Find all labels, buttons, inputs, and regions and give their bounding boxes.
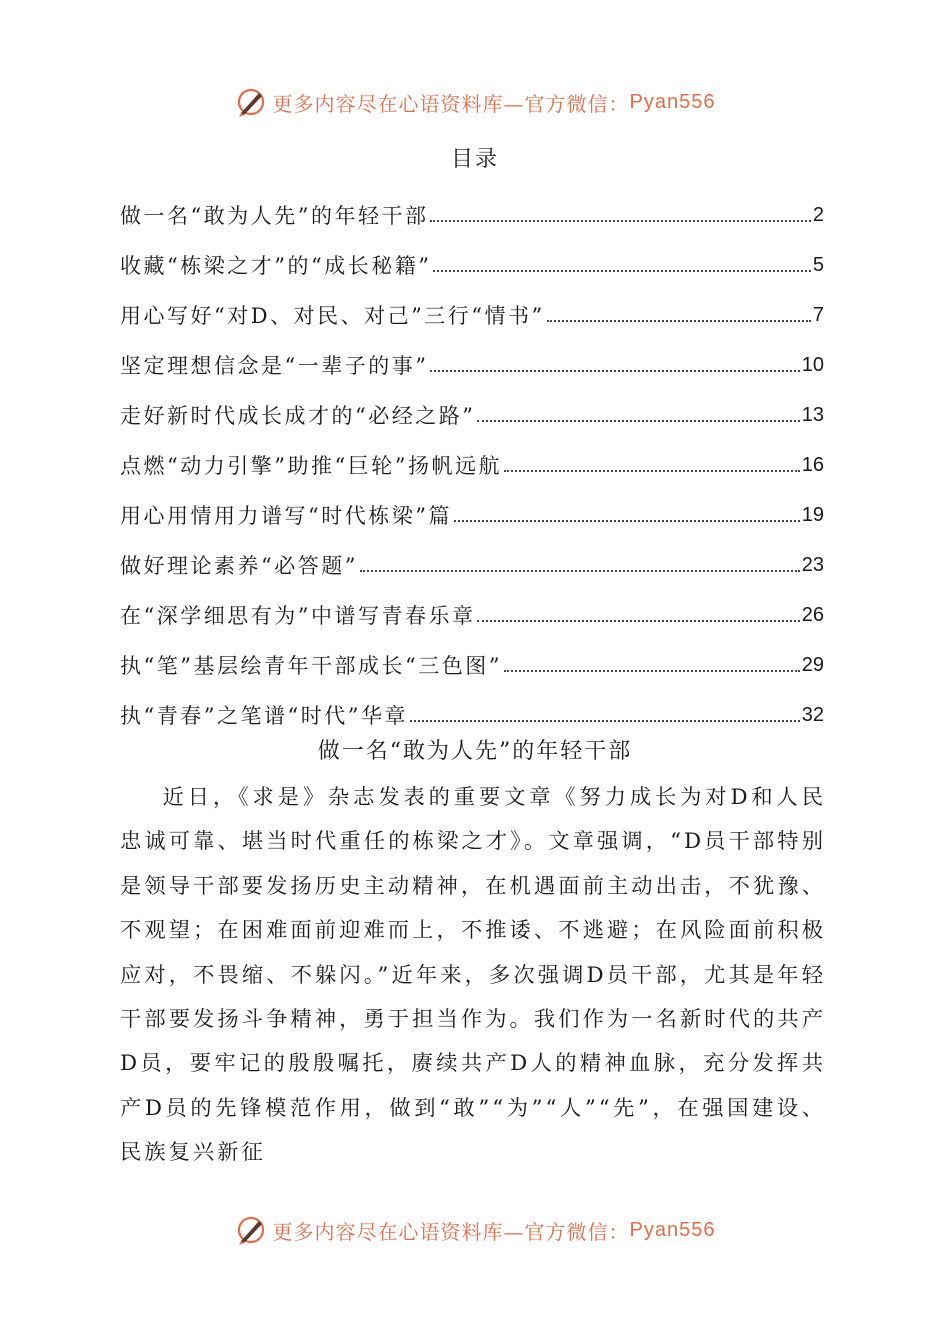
toc-leader-dots — [477, 420, 799, 422]
toc-entry-title: 执“笔”基层绘青年干部成长“三色图” — [120, 654, 502, 678]
toc-leader-dots — [504, 670, 800, 672]
toc-entry[interactable] — [120, 690, 824, 740]
toc-leader-dots — [477, 620, 799, 622]
toc-leader-dots — [547, 320, 811, 322]
toc-entry[interactable] — [120, 340, 824, 390]
toc-title: 目录 — [450, 147, 499, 172]
toc-entry-title: 做好理论素养“必答题” — [120, 554, 358, 578]
toc-leader-dots — [430, 220, 810, 222]
toc-entry[interactable] — [120, 440, 824, 490]
toc-entry-title: 做一名“敢为人先”的年轻干部 — [120, 204, 429, 228]
toc-entry-page: 2 — [812, 203, 824, 226]
toc-leader-dots — [360, 570, 800, 572]
toc-entry[interactable] — [120, 490, 824, 540]
toc-entry-title: 用心用情用力谱写“时代栋梁”篇 — [120, 504, 452, 528]
toc-entry-title: 在“深学细思有为”中谱写青春乐章 — [120, 604, 476, 628]
toc-entry-title: 坚定理想信念是“一辈子的事” — [120, 354, 429, 378]
toc-entry-title: 用心写好“对D、对民、对己”三行“情书” — [120, 304, 545, 328]
article-title: 做一名“敢为人先”的年轻干部 — [317, 739, 633, 764]
toc-entry-page: 10 — [801, 353, 824, 376]
toc-leader-dots — [504, 470, 800, 472]
toc-entry-page: 19 — [801, 503, 824, 526]
toc-entry[interactable] — [120, 290, 824, 340]
article-paragraph: 近日，《求是》杂志发表的重要文章《努力成长为对D和人民忠诚可靠、堪当时代重任的栋梁之才》。文章强调，“D员干部特别是领导干部要发扬历史主动精神，在机遇面前主动出击，不犹豫、不观望；在困难面前迎难而上，不推诿、不逃避；在风险面前积极应对，不畏缩、不躲闪。”近年来，多次强调D员干部，尤其是年轻干部要发扬斗争精神，勇于担当作为。我们作为一名新时代的共产D员，要牢记的殷殷嘱托，赓续共产D人的精神血脉，充分发挥共产D员的先锋模范作用，做到“敢”“为”“人”“先”，在强国建设、民族复兴新征 — [120, 785, 826, 1166]
footer-watermark-text: 更多内容尽在心语资料库—官方微信： — [272, 1219, 630, 1244]
toc-entry[interactable] — [120, 190, 824, 240]
footer-watermark — [0, 1210, 950, 1250]
toc-entry-page: 32 — [801, 703, 824, 726]
toc-entry-page: 13 — [801, 403, 824, 426]
toc-entry-title: 走好新时代成长成才的“必经之路” — [120, 404, 476, 428]
toc-leader-dots — [430, 370, 799, 372]
toc-entry-title: 收藏“栋梁之才”的“成长秘籍” — [120, 254, 432, 278]
header-watermark — [0, 82, 950, 122]
header-watermark-text: 更多内容尽在心语资料库—官方微信： — [272, 91, 630, 116]
toc-entry[interactable] — [120, 240, 824, 290]
toc-entry-title: 执“青春”之笔谱“时代”华章 — [120, 704, 408, 728]
toc-entry-page: 26 — [801, 603, 824, 626]
toc-entry-page: 16 — [801, 453, 824, 476]
toc-entry[interactable] — [120, 590, 824, 640]
pen-logo-icon — [235, 1214, 267, 1246]
toc-leader-dots — [454, 520, 800, 522]
toc-leader-dots — [433, 270, 810, 272]
toc-leader-dots — [410, 720, 800, 722]
footer-wechat-id: Pyan556 — [629, 1218, 716, 1241]
toc-entry[interactable] — [120, 640, 824, 690]
toc-entry-page: 29 — [801, 653, 824, 676]
toc-entry-title: 点燃“动力引擎”助推“巨轮”扬帆远航 — [120, 454, 502, 478]
toc-entry[interactable] — [120, 390, 824, 440]
toc-entry-page: 23 — [801, 553, 824, 576]
toc-entry[interactable] — [120, 540, 824, 590]
toc-entry-page: 5 — [812, 253, 824, 276]
table-of-contents — [120, 190, 824, 740]
header-wechat-id: Pyan556 — [629, 90, 716, 113]
pen-logo-icon — [235, 86, 267, 118]
toc-entry-page: 7 — [812, 303, 824, 326]
